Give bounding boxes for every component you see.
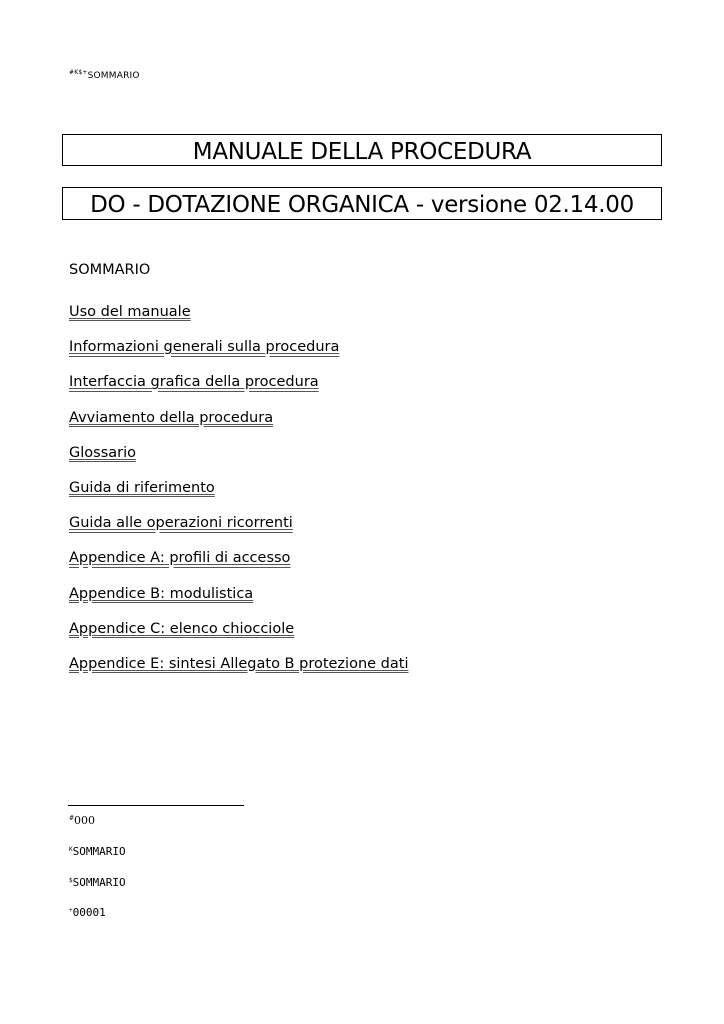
toc-item [69, 478, 408, 513]
toc-link-avviamento[interactable]: Avviamento della procedura [69, 409, 274, 426]
toc-link-appendice-e[interactable]: Appendice E: sintesi Allegato B protezione dati [69, 655, 409, 672]
header-label: SOMMARIO [87, 71, 140, 81]
footnote-mark: + [69, 907, 73, 914]
toc-item [69, 443, 408, 478]
toc-item [69, 408, 408, 443]
toc-link-uso-del-manuale[interactable]: Uso del manuale [69, 304, 191, 320]
toc-item [69, 513, 408, 548]
toc-item [69, 584, 408, 619]
summary-heading: SOMMARIO [69, 262, 151, 278]
toc-item [69, 619, 408, 654]
toc-item [69, 337, 408, 372]
footnote-text: SOMMARIO [72, 876, 126, 889]
toc-link-informazioni-generali[interactable]: Informazioni generali sulla procedura [69, 339, 340, 356]
toc-item [69, 654, 408, 689]
toc-item [69, 372, 408, 407]
footnote-marks: #K$+ [69, 69, 88, 76]
footnote-text: 00001 [72, 906, 106, 919]
footnote-1 [69, 814, 95, 827]
toc-link-guida-riferimento[interactable]: Guida di riferimento [69, 479, 215, 496]
footnote-4 [69, 906, 106, 919]
footnote-text: 000 [74, 814, 96, 827]
toc-link-operazioni-ricorrenti[interactable]: Guida alle operazioni ricorrenti [69, 515, 293, 532]
footnote-mark: K [69, 846, 73, 853]
footnote-mark: # [69, 815, 75, 822]
toc-link-appendice-a[interactable]: Appendice A: profili di accesso [69, 550, 291, 567]
footnote-mark: $ [69, 877, 73, 884]
toc-item [69, 548, 408, 583]
manual-title: MANUALE DELLA PROCEDURA [62, 134, 662, 166]
toc-link-appendice-b[interactable]: Appendice B: modulistica [69, 585, 254, 602]
toc-link-glossario[interactable]: Glossario [69, 444, 136, 461]
footnote-text: SOMMARIO [72, 845, 126, 858]
procedure-title: DO - DOTAZIONE ORGANICA - versione 02.14.00 [62, 187, 662, 220]
header-footnote-anchor [69, 69, 140, 81]
toc-link-appendice-c[interactable]: Appendice C: elenco chiocciole [69, 620, 295, 637]
footnote-2 [69, 845, 126, 858]
footnote-3 [69, 876, 126, 889]
table-of-contents [69, 302, 408, 689]
footnote-separator [68, 805, 244, 806]
toc-link-interfaccia-grafica[interactable]: Interfaccia grafica della procedura [69, 374, 319, 391]
toc-item [69, 302, 408, 337]
